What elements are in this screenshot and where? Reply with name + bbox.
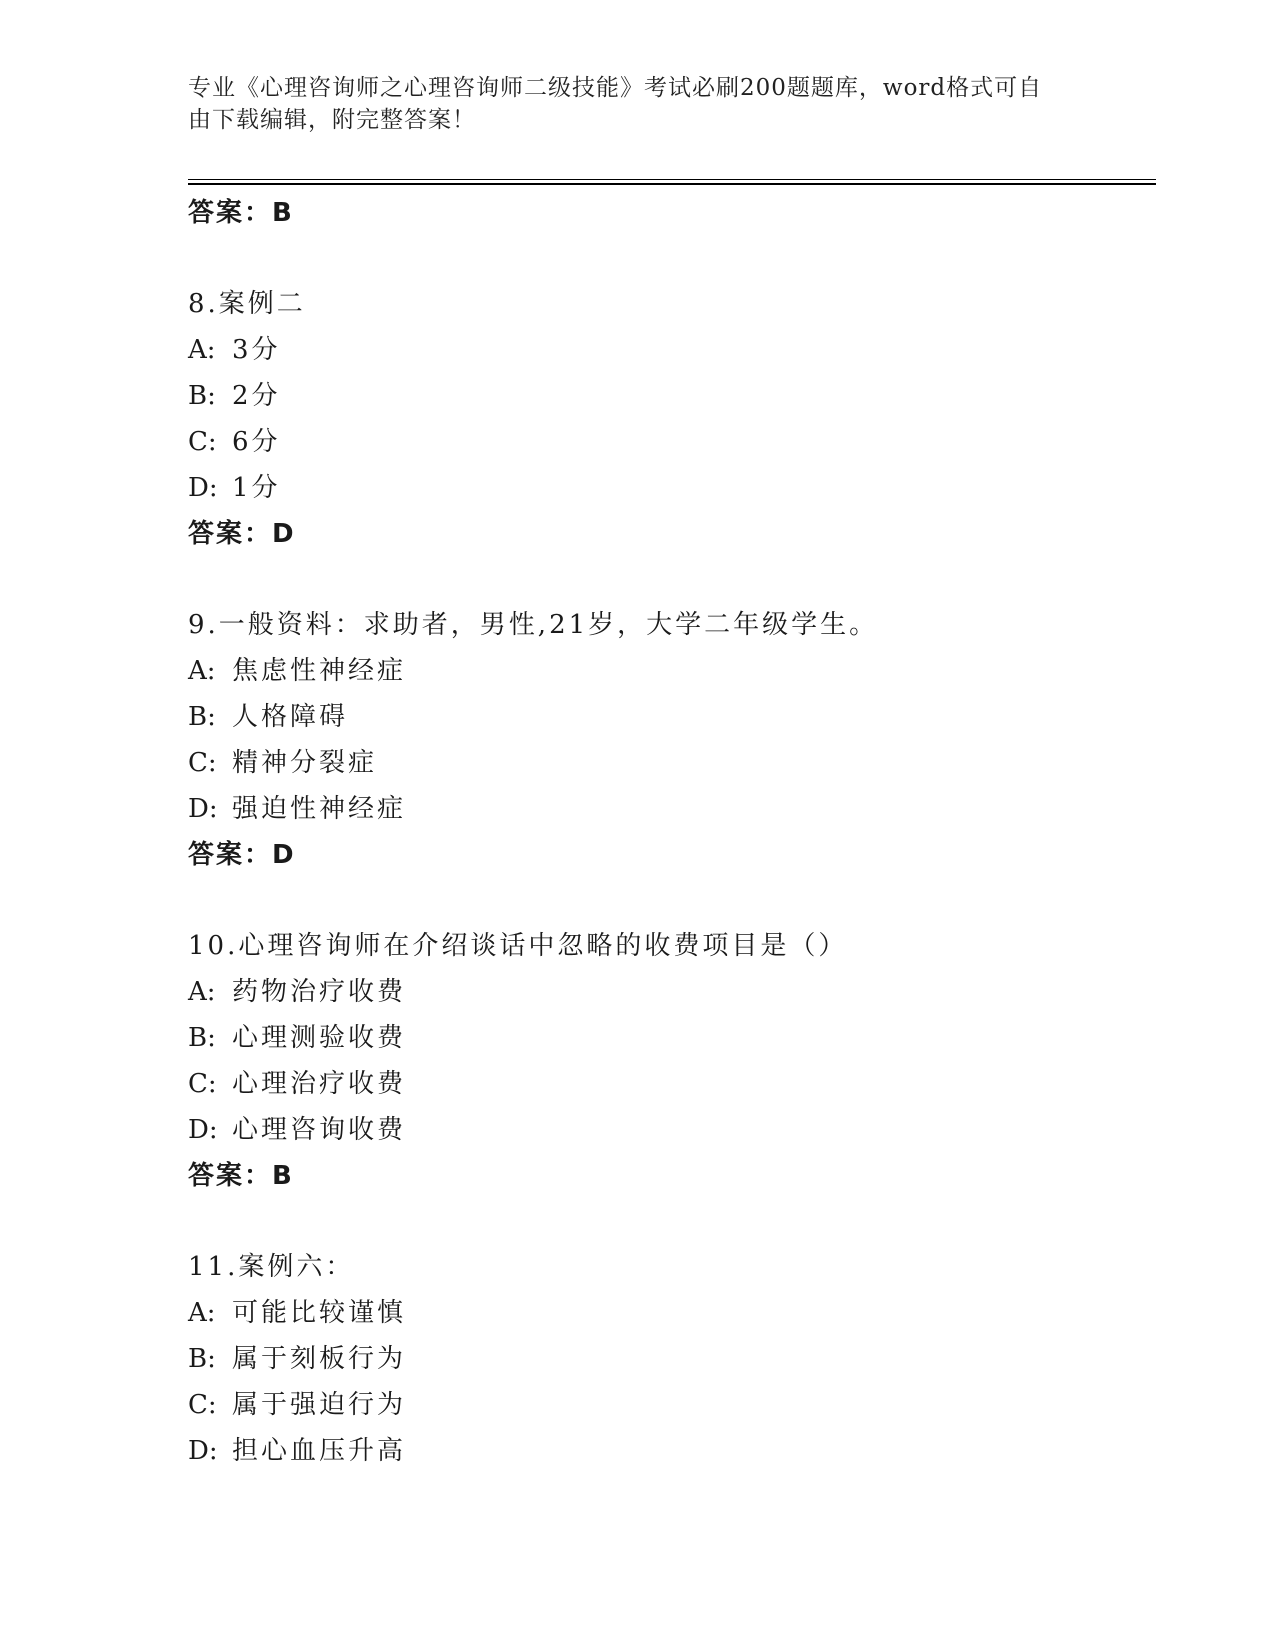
option-label: B: [188, 1023, 216, 1053]
header-line-2: 由下载编辑，附完整答案！ [188, 107, 476, 133]
option-label: B: [188, 1344, 216, 1374]
option-label: B: [188, 381, 216, 411]
option-text: 心理治疗收费 [232, 1069, 407, 1099]
option-text: 心理测验收费 [232, 1023, 407, 1053]
option-text: 药物治疗收费 [232, 977, 407, 1007]
option-label: B: [188, 702, 216, 732]
option-label: C: [188, 1390, 217, 1420]
option-b [188, 1336, 1148, 1382]
question-text: 11.案例六： [188, 1252, 355, 1282]
option-text: 属于刻板行为 [232, 1344, 407, 1374]
question-text: 10.心理咨询师在介绍谈话中忽略的收费项目是（） [188, 931, 848, 961]
option-text: 精神分裂症 [232, 748, 378, 778]
option-text: 属于强迫行为 [232, 1390, 407, 1420]
option-label: D: [188, 473, 218, 503]
option-label: A: [188, 977, 216, 1007]
option-label: A: [188, 656, 216, 686]
option-b [188, 1015, 1148, 1061]
option-text: 人格障碍 [232, 702, 349, 732]
option-d [188, 1428, 1148, 1474]
question-block-11 [188, 1244, 1148, 1474]
option-text: 焦虑性神经症 [232, 656, 407, 686]
option-label: C: [188, 427, 217, 457]
question-block-9 [188, 602, 1148, 878]
question-text: 9.一般资料：求助者，男性,21岁，大学二年级学生。 [188, 610, 879, 640]
option-label: C: [188, 748, 217, 778]
option-text: 6分 [232, 427, 281, 457]
option-c [188, 1382, 1148, 1428]
option-text: 3分 [232, 335, 281, 365]
option-d [188, 465, 1148, 511]
option-text: 1分 [232, 473, 281, 503]
option-b [188, 373, 1148, 419]
option-d [188, 786, 1148, 832]
question-block-8 [188, 281, 1148, 557]
option-text: 可能比较谨慎 [232, 1298, 407, 1328]
option-text: 2分 [232, 381, 281, 411]
question-block-10 [188, 923, 1148, 1199]
option-label: D: [188, 1115, 218, 1145]
option-label: A: [188, 1298, 216, 1328]
option-text: 心理咨询收费 [232, 1115, 407, 1145]
option-b [188, 694, 1148, 740]
document-header [188, 72, 1088, 136]
option-label: D: [188, 1436, 218, 1466]
option-c [188, 740, 1148, 786]
question-text: 8.案例二 [188, 289, 306, 319]
answer-line: 答案：D [188, 519, 296, 549]
answer-line: 答案：B [188, 198, 294, 228]
header-divider-thick [188, 183, 1156, 185]
option-a [188, 648, 1148, 694]
answer-line: 答案：D [188, 840, 296, 870]
header-divider-thin [188, 179, 1156, 180]
option-c [188, 419, 1148, 465]
header-line-1: 专业《心理咨询师之心理咨询师二级技能》考试必刷200题题库，word格式可自 [188, 75, 1043, 101]
option-a [188, 969, 1148, 1015]
option-a [188, 327, 1148, 373]
option-d [188, 1107, 1148, 1153]
answer-line: 答案：B [188, 1161, 294, 1191]
option-label: D: [188, 794, 218, 824]
option-label: A: [188, 335, 216, 365]
option-c [188, 1061, 1148, 1107]
question-list [188, 190, 1148, 1474]
option-text: 强迫性神经症 [232, 794, 407, 824]
option-label: C: [188, 1069, 217, 1099]
option-text: 担心血压升高 [232, 1436, 407, 1466]
option-a [188, 1290, 1148, 1336]
